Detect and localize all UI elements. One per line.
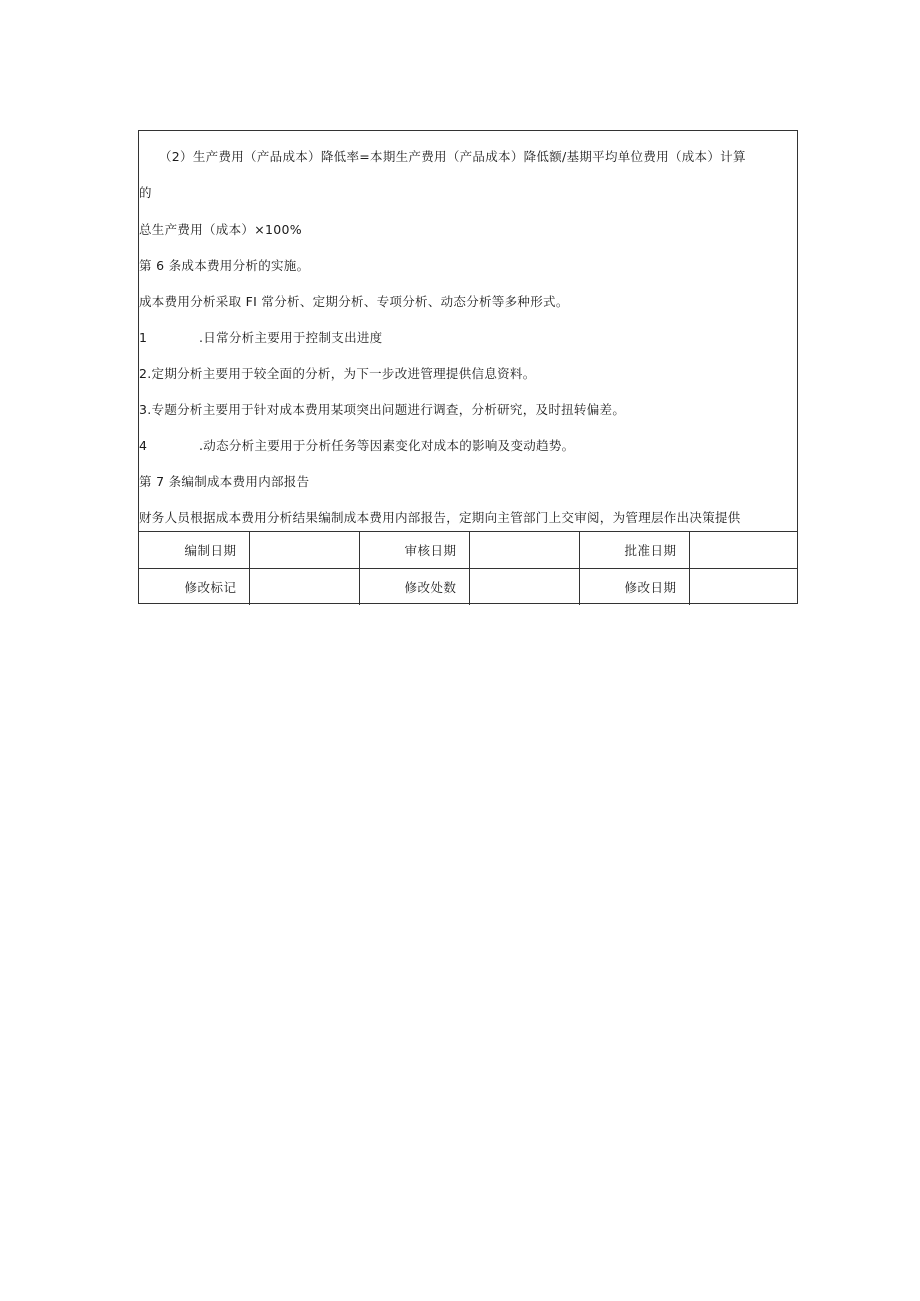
compile-date-field[interactable]: [249, 532, 359, 569]
list-item-2: 2.定期分析主要用于较全面的分析，为下一步改进管理提供信息资料。: [139, 366, 536, 381]
formula-line-2: 的: [139, 185, 152, 200]
formula-line-3: 总生产费用（成本）×100%: [139, 222, 302, 237]
article-6-intro: 成本费用分析采取 FI 常分析、定期分析、专项分析、动态分析等多种形式。: [139, 294, 569, 309]
list-item-4: [139, 438, 574, 454]
approve-date-field[interactable]: [689, 532, 797, 569]
revision-mark-label: 修改标记: [139, 569, 249, 606]
article-7-title: 第 7 条编制成本费用内部报告: [139, 474, 310, 489]
list-item-1: [139, 330, 382, 346]
review-date-label: 审核日期: [359, 532, 469, 569]
revision-date-field[interactable]: [689, 569, 797, 606]
article-6-title: 第 6 条成本费用分析的实施。: [139, 258, 310, 273]
table-row: [139, 569, 797, 606]
document-content-box: [138, 130, 798, 604]
list-item-1-text: .日常分析主要用于控制支出进度: [199, 330, 383, 345]
table-row: [139, 532, 797, 569]
revision-mark-field[interactable]: [249, 569, 359, 606]
revision-date-label: 修改日期: [579, 569, 689, 606]
article-7-body: 财务人员根据成本费用分析结果编制成本费用内部报告，定期向主管部门上交审阅，为管理层作出决策提供: [139, 510, 741, 525]
review-date-field[interactable]: [469, 532, 579, 569]
document-meta-table: [139, 531, 797, 605]
list-item-4-text: .动态分析主要用于分析任务等因素变化对成本的影响及变动趋势。: [199, 438, 575, 453]
approve-date-label: 批准日期: [579, 532, 689, 569]
revision-count-label: 修改处数: [359, 569, 469, 606]
formula-line-1: （2）生产费用（产品成本）降低率=本期生产费用（产品成本）降低额/基期平均单位费用（成本）计算: [159, 149, 746, 164]
compile-date-label: 编制日期: [139, 532, 249, 569]
list-item-1-number: 1: [139, 330, 148, 345]
revision-count-field[interactable]: [469, 569, 579, 606]
list-item-3: 3.专题分析主要用于针对成本费用某项突出问题进行调查，分析研究，及时扭转偏差。: [139, 402, 626, 417]
list-item-4-number: 4: [139, 438, 148, 453]
